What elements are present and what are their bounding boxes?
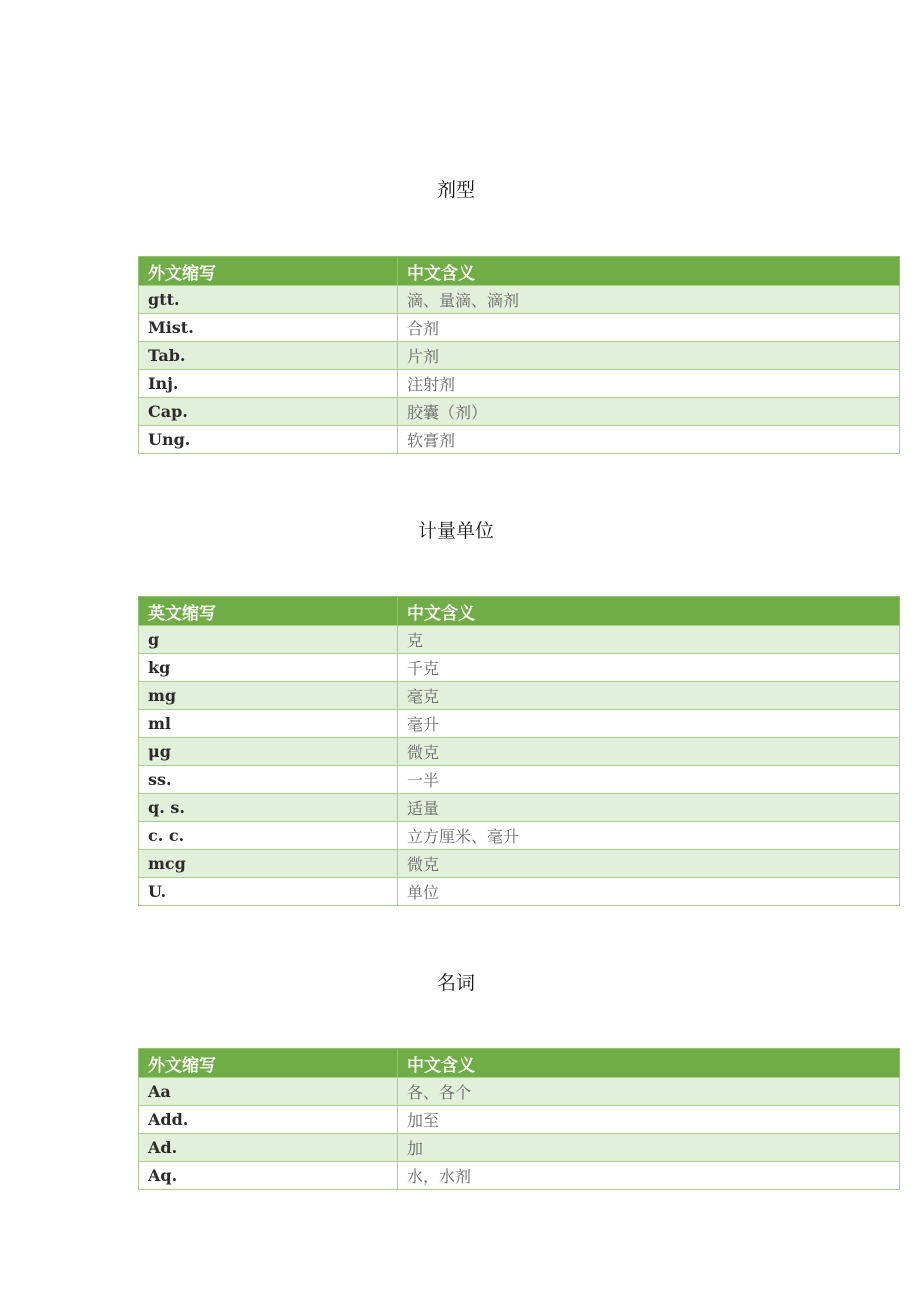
table-row: [139, 682, 900, 710]
meaning-cell: 微克: [398, 738, 900, 766]
nouns-table: [138, 1048, 900, 1190]
column-header-abbreviation: 英文缩写: [139, 597, 398, 626]
meaning-cell: 立方厘米、毫升: [398, 822, 900, 850]
column-header-meaning: 中文含义: [398, 597, 900, 626]
section-title-dosage-forms: 剂型: [436, 179, 475, 201]
meaning-cell: 合剂: [398, 314, 900, 342]
table-row: [139, 1134, 900, 1162]
table-row: [139, 850, 900, 878]
table-row: [139, 878, 900, 906]
table-row: [139, 314, 900, 342]
meaning-cell: 毫升: [398, 710, 900, 738]
meaning-cell: 一半: [398, 766, 900, 794]
table-row: [139, 1078, 900, 1106]
abbreviation-cell: Ung.: [139, 426, 398, 454]
meaning-cell: 片剂: [398, 342, 900, 370]
table-row: [139, 766, 900, 794]
abbreviation-cell: Aa: [139, 1078, 398, 1106]
abbreviation-cell: q. s.: [139, 794, 398, 822]
table-row: [139, 398, 900, 426]
abbreviation-cell: Tab.: [139, 342, 398, 370]
column-header-abbreviation: 外文缩写: [139, 257, 398, 286]
abbreviation-cell: Ad.: [139, 1134, 398, 1162]
abbreviation-cell: c. c.: [139, 822, 398, 850]
dosage-forms-table: [138, 256, 900, 454]
meaning-cell: 千克: [398, 654, 900, 682]
table-header-row: [139, 597, 900, 626]
meaning-cell: 加至: [398, 1106, 900, 1134]
abbreviation-cell: Cap.: [139, 398, 398, 426]
meaning-cell: 微克: [398, 850, 900, 878]
abbreviation-cell: mg: [139, 682, 398, 710]
meaning-cell: 胶囊（剂）: [398, 398, 900, 426]
abbreviation-cell: Add.: [139, 1106, 398, 1134]
meaning-cell: 克: [398, 626, 900, 654]
abbreviation-cell: Mist.: [139, 314, 398, 342]
abbreviation-cell: μg: [139, 738, 398, 766]
meaning-cell: 各、各个: [398, 1078, 900, 1106]
section-title-units: 计量单位: [417, 520, 494, 542]
meaning-cell: 软膏剂: [398, 426, 900, 454]
column-header-meaning: 中文含义: [398, 257, 900, 286]
units-table: [138, 596, 900, 906]
table-row: [139, 1106, 900, 1134]
meaning-cell: 注射剂: [398, 370, 900, 398]
meaning-cell: 适量: [398, 794, 900, 822]
abbreviation-cell: ss.: [139, 766, 398, 794]
table-row: [139, 286, 900, 314]
abbreviation-cell: U.: [139, 878, 398, 906]
meaning-cell: 滴、量滴、滴剂: [398, 286, 900, 314]
table-row: [139, 738, 900, 766]
abbreviation-cell: Inj.: [139, 370, 398, 398]
meaning-cell: 单位: [398, 878, 900, 906]
table-row: [139, 654, 900, 682]
table-row: [139, 1162, 900, 1190]
table-row: [139, 426, 900, 454]
table-row: [139, 370, 900, 398]
meaning-cell: 毫克: [398, 682, 900, 710]
abbreviation-cell: Aq.: [139, 1162, 398, 1190]
table-row: [139, 626, 900, 654]
abbreviation-cell: mcg: [139, 850, 398, 878]
section-title-nouns: 名词: [436, 972, 475, 994]
meaning-cell: 加: [398, 1134, 900, 1162]
abbreviation-cell: g: [139, 626, 398, 654]
table-row: [139, 794, 900, 822]
column-header-abbreviation: 外文缩写: [139, 1049, 398, 1078]
table-row: [139, 822, 900, 850]
table-row: [139, 710, 900, 738]
abbreviation-cell: kg: [139, 654, 398, 682]
table-row: [139, 342, 900, 370]
table-header-row: [139, 1049, 900, 1078]
abbreviation-cell: gtt.: [139, 286, 398, 314]
table-header-row: [139, 257, 900, 286]
abbreviation-cell: ml: [139, 710, 398, 738]
column-header-meaning: 中文含义: [398, 1049, 900, 1078]
meaning-cell: 水，水剂: [398, 1162, 900, 1190]
